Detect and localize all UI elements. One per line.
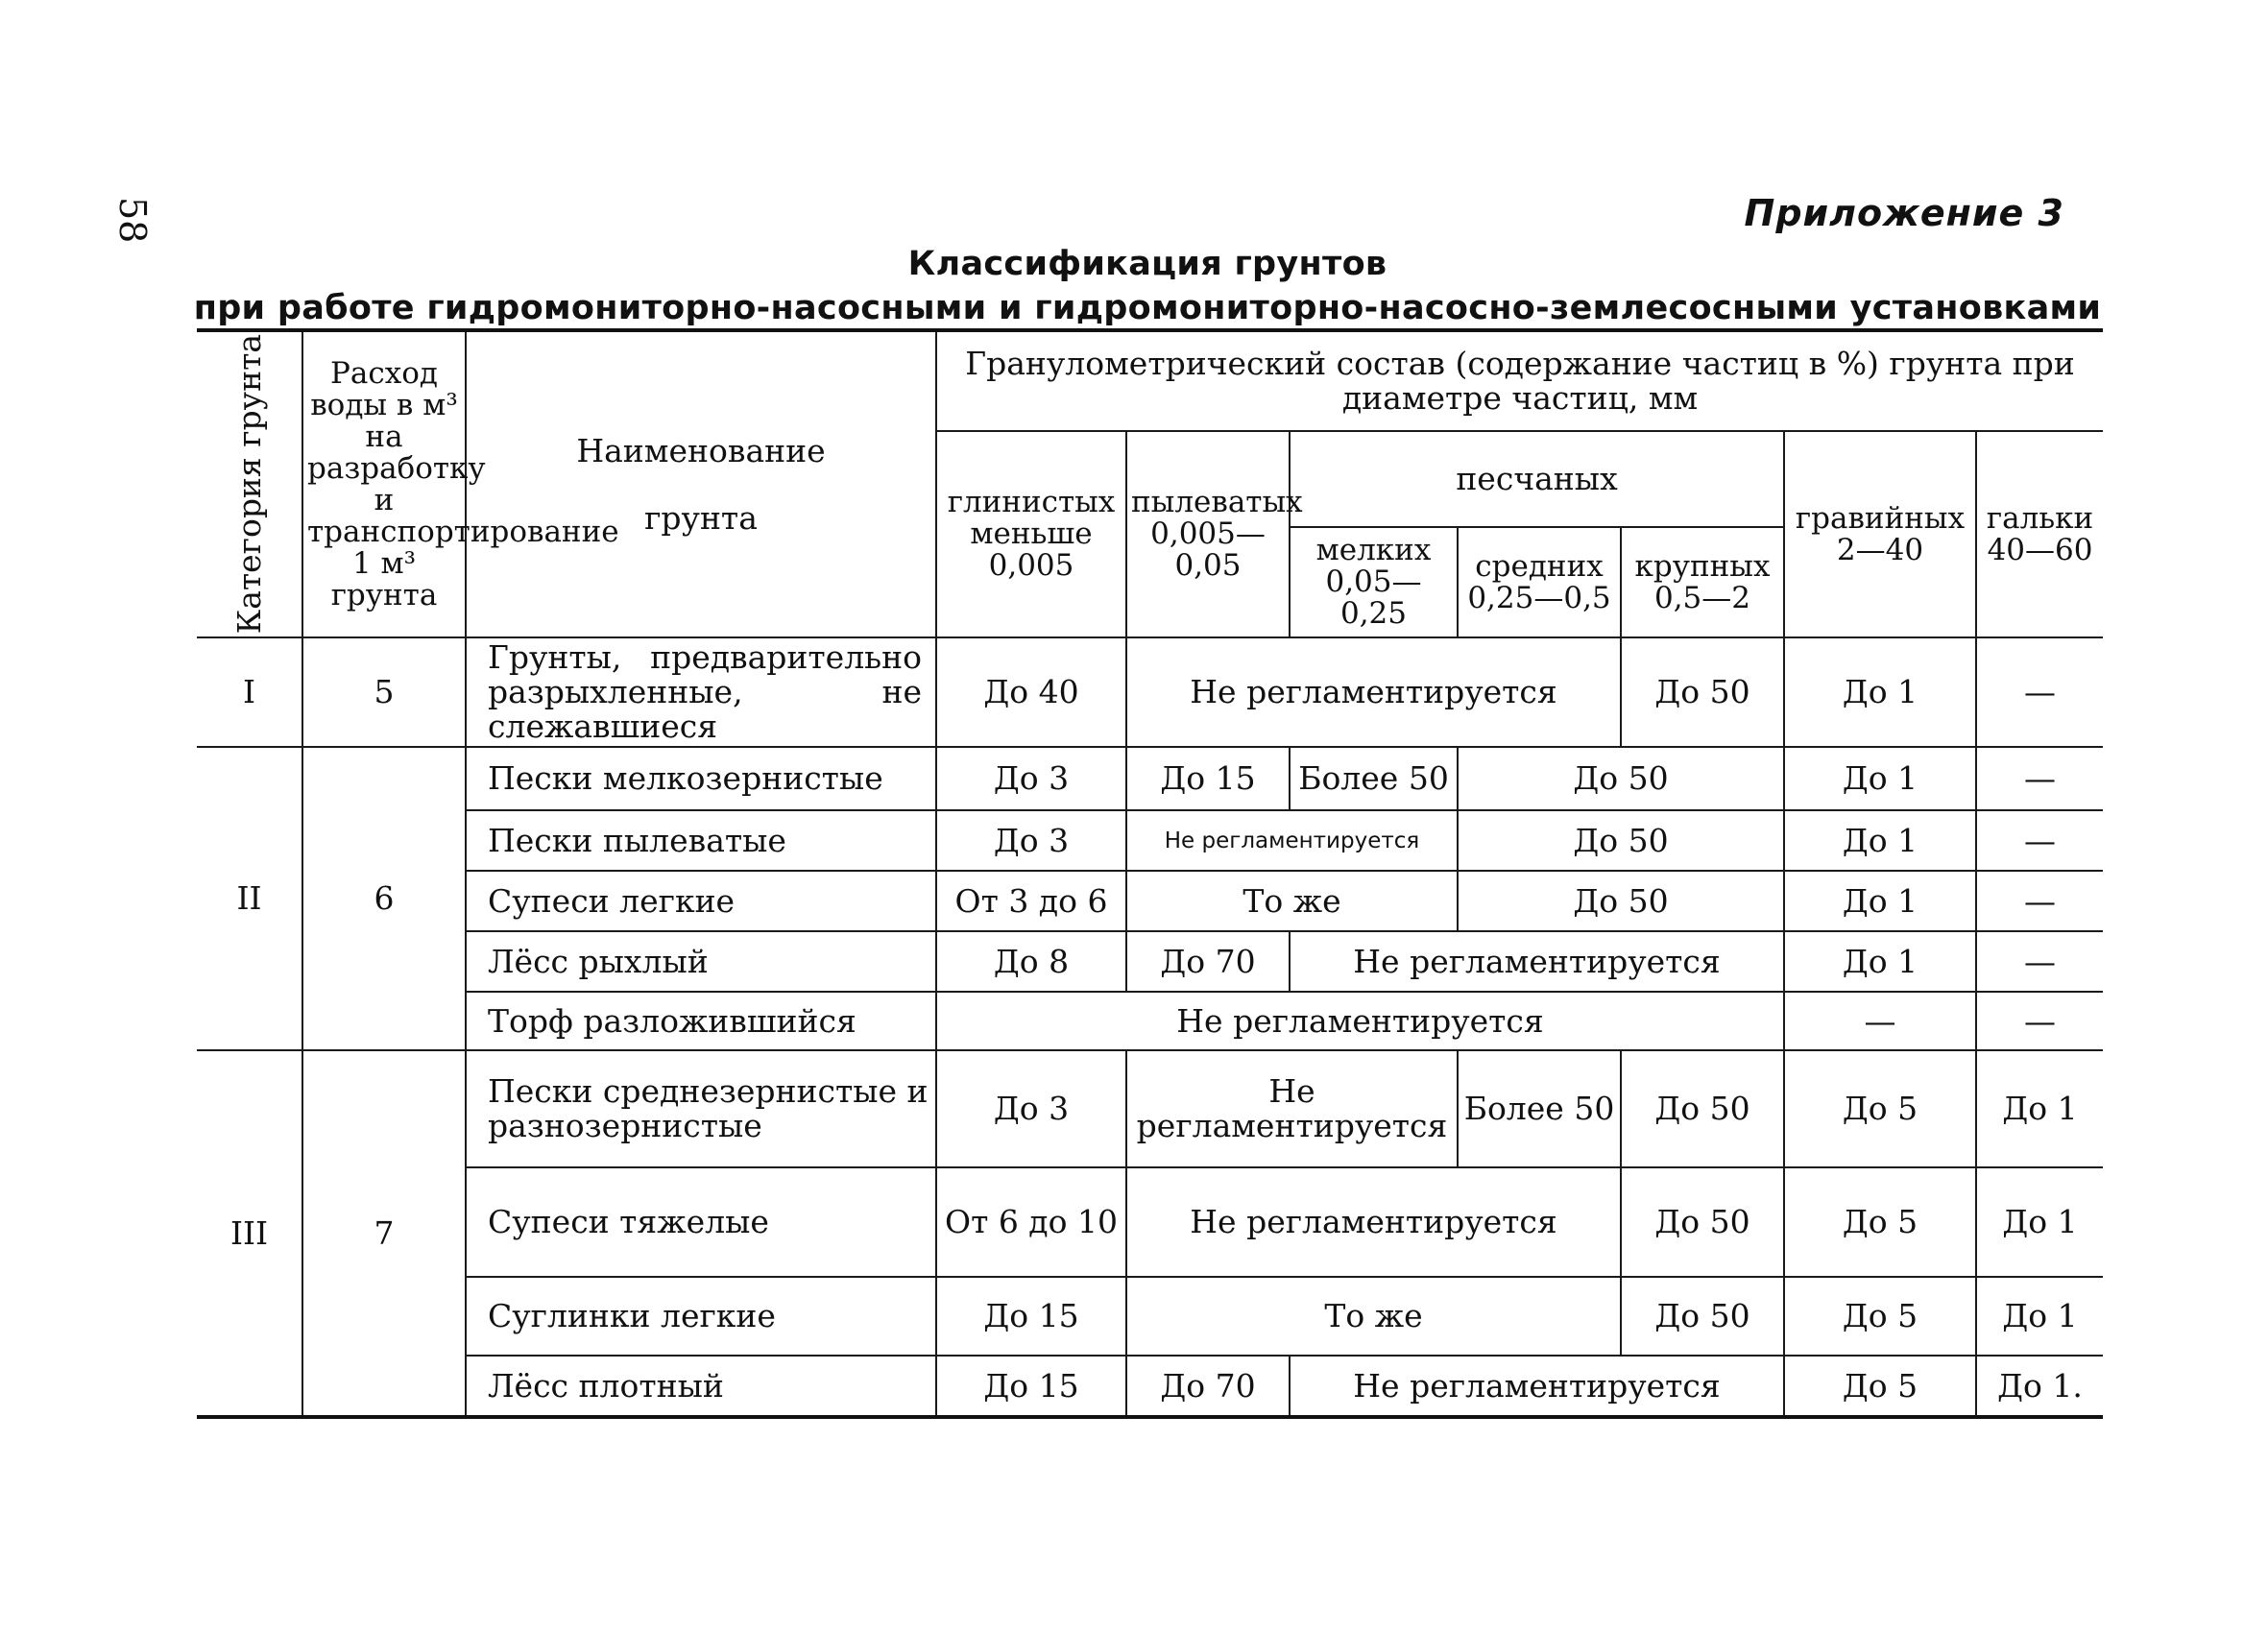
soil-name-cell: Супеси легкие [466, 871, 936, 931]
pebble-cell: — [1976, 747, 2103, 810]
header-gravel: гравийных 2—40 [1784, 431, 1976, 637]
header-sand-fine: мелких 0,05—0,25 [1290, 527, 1458, 637]
gravel-cell: До 5 [1784, 1167, 1976, 1277]
clay-cell: От 6 до 10 [936, 1167, 1126, 1277]
soil-name-cell: Лёсс плотный [466, 1356, 936, 1417]
pebble-cell: — [1976, 992, 2103, 1050]
header-sand-medium: средних 0,25—0,5 [1458, 527, 1621, 637]
soil-name-cell: Грунты, предварительно разрыхленные, не слежавшиеся [466, 637, 936, 747]
table-row [197, 871, 2103, 931]
coarse-cell: До 50 [1621, 1167, 1784, 1277]
silt-cell: До 70 [1126, 931, 1290, 992]
clay-cell: До 15 [936, 1356, 1126, 1417]
header-granulometric: Гранулометрический состав (содержание частиц в %) грунта при диаметре частиц, мм [936, 330, 2103, 431]
fine-cell: Более 50 [1458, 1050, 1621, 1167]
title-line-2: при работе гидромониторно-насосными и гидромониторно-насосно-землесосными установками [193, 289, 2102, 327]
clay-cell: До 3 [936, 810, 1126, 871]
gravel-cell: До 1 [1784, 871, 1976, 931]
merged-cell: Не регламентируется [1290, 1356, 1784, 1417]
soil-name-cell: Пески среднезернистые и разнозернистые [466, 1050, 936, 1167]
soil-name-cell: Лёсс рыхлый [466, 931, 936, 992]
header-sand: песчаных [1290, 431, 1784, 527]
clay-cell: От 3 до 6 [936, 871, 1126, 931]
header-category [197, 330, 302, 637]
gravel-cell: До 5 [1784, 1356, 1976, 1417]
pebble-cell: — [1976, 871, 2103, 931]
header-name-line1: Наименование [576, 431, 826, 469]
coarse-cell: До 50 [1621, 637, 1784, 747]
coarse-cell: До 50 [1621, 1277, 1784, 1356]
page-number: 58 [111, 197, 154, 244]
table-row [197, 1167, 2103, 1277]
header-name-line2: грунта [644, 498, 758, 537]
silt-cell: До 70 [1126, 1356, 1290, 1417]
clay-cell: До 15 [936, 1277, 1126, 1356]
header-sand-coarse: крупных 0,5—2 [1621, 527, 1784, 637]
merged-cell: Не регламентируется [1126, 810, 1458, 871]
merged-cell: До 50 [1458, 747, 1784, 810]
merged-cell: То же [1126, 871, 1458, 931]
gravel-cell: — [1784, 992, 1976, 1050]
pebble-cell: — [1976, 810, 2103, 871]
category-cell: III [197, 1050, 302, 1417]
pebble-cell: — [1976, 637, 2103, 747]
table-row [197, 747, 2103, 810]
table-row [197, 1277, 2103, 1356]
table-row [197, 1356, 2103, 1417]
coarse-cell: До 50 [1621, 1050, 1784, 1167]
gravel-cell: До 1 [1784, 931, 1976, 992]
merged-cell: Не регламентируется [936, 992, 1784, 1050]
table-row [197, 637, 2103, 747]
soil-name-cell: Суглинки легкие [466, 1277, 936, 1356]
merged-cell: Не регламентируется [1290, 931, 1784, 992]
table-row [197, 810, 2103, 871]
water-cell: 5 [302, 637, 466, 747]
clay-cell: До 3 [936, 747, 1126, 810]
category-cell: II [197, 747, 302, 1050]
header-name [466, 330, 936, 637]
gravel-cell: До 1 [1784, 637, 1976, 747]
soil-name-cell: Пески пылеватые [466, 810, 936, 871]
merged-cell: До 50 [1458, 871, 1784, 931]
appendix-label: Приложение 3 [1744, 192, 2064, 234]
soil-name-cell: Пески мелкозернистые [466, 747, 936, 810]
silt-cell: До 15 [1126, 747, 1290, 810]
table-row [197, 1050, 2103, 1167]
clay-cell: До 40 [936, 637, 1126, 747]
header-water: Расход воды в м³ на разработку и транспортирование 1 м³ грунта [302, 330, 466, 637]
soil-name-cell: Торф разложившийся [466, 992, 936, 1050]
pebble-cell: До 1 [1976, 1277, 2103, 1356]
gravel-cell: До 5 [1784, 1277, 1976, 1356]
header-category-text: Категория грунта [229, 334, 268, 635]
clay-cell: До 8 [936, 931, 1126, 992]
merged-cell: То же [1126, 1277, 1621, 1356]
table-row [197, 931, 2103, 992]
gravel-cell: До 1 [1784, 747, 1976, 810]
pebble-cell: До 1 [1976, 1167, 2103, 1277]
pebble-cell: До 1. [1976, 1356, 2103, 1417]
header-pebble: гальки 40—60 [1976, 431, 2103, 637]
clay-cell: До 3 [936, 1050, 1126, 1167]
gravel-cell: До 1 [1784, 810, 1976, 871]
merged-cell: Не регламентируется [1126, 1167, 1621, 1277]
soil-classification-table [197, 328, 2103, 1419]
category-cell: I [197, 637, 302, 747]
gravel-cell: До 5 [1784, 1050, 1976, 1167]
water-cell: 6 [302, 747, 466, 1050]
water-cell: 7 [302, 1050, 466, 1417]
soil-name-cell: Супеси тяжелые [466, 1167, 936, 1277]
merged-cell: До 50 [1458, 810, 1784, 871]
header-clay: глинистых меньше 0,005 [936, 431, 1126, 637]
merged-cell: Не регламентируется [1126, 1050, 1458, 1167]
title-line-1: Классификация грунтов [907, 245, 1387, 283]
pebble-cell: — [1976, 931, 2103, 992]
header-silt: пылеватых 0,005—0,05 [1126, 431, 1290, 637]
merged-cell: Не регламентируется [1126, 637, 1621, 747]
fine-cell: Более 50 [1290, 747, 1458, 810]
document-title [192, 242, 2103, 330]
table-row [197, 992, 2103, 1050]
pebble-cell: До 1 [1976, 1050, 2103, 1167]
